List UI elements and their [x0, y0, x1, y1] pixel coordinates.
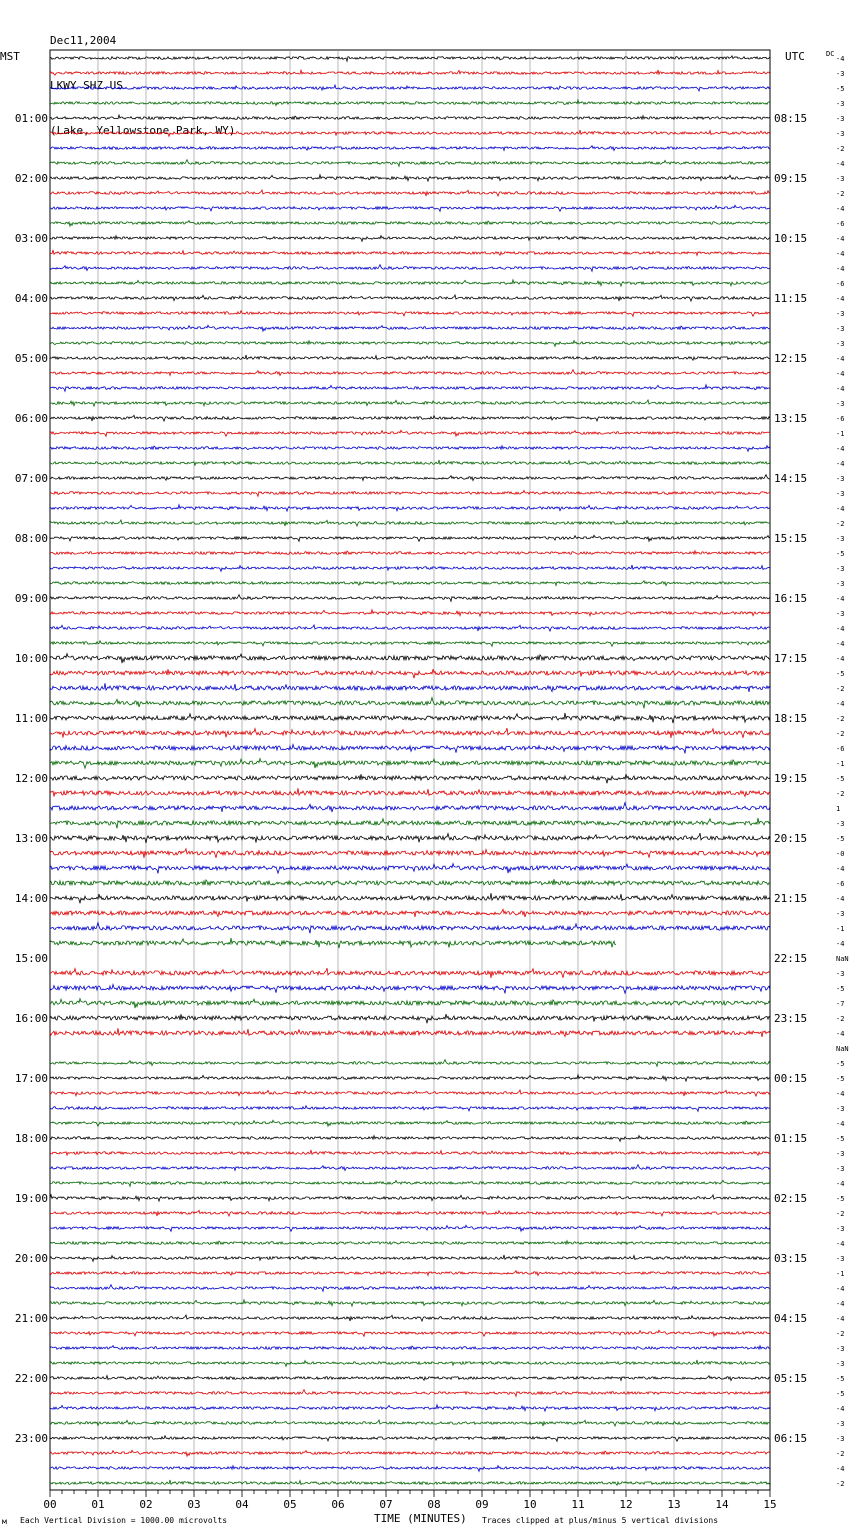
header-station: LKWY SHZ US	[50, 79, 123, 92]
right-top-label: DC	[826, 50, 835, 58]
trace-offset-label: -3	[836, 175, 845, 183]
scale-note: Each Vertical Division = 1000.00 microvolts	[20, 1516, 228, 1525]
trace-offset-label: -4	[836, 250, 845, 258]
trace-line	[50, 669, 770, 678]
trace-line	[50, 325, 770, 331]
trace-line	[50, 280, 770, 286]
right-hour-label: 03:15	[774, 1252, 808, 1265]
right-hour-label: 14:15	[774, 472, 808, 485]
trace-offset-label: -3	[836, 325, 845, 333]
trace-offset-label: -2	[836, 685, 845, 693]
left-hour-label: 21:00	[14, 1312, 48, 1325]
x-tick-label: 06	[331, 1498, 345, 1511]
trace-offset-label: -1	[836, 430, 845, 438]
trace-offset-label: -5	[836, 1075, 845, 1083]
right-hour-label: 05:15	[774, 1372, 808, 1385]
trace-line	[50, 85, 770, 91]
trace-offset-label: -4	[836, 940, 845, 948]
left-hour-label: 08:00	[14, 532, 48, 545]
trace-offset-label: -4	[836, 865, 845, 873]
right-hour-label: 17:15	[774, 652, 808, 665]
trace-offset-label: -5	[836, 1135, 845, 1143]
trace-offset-label: -3	[836, 130, 845, 138]
trace-offset-label: -4	[836, 205, 845, 213]
trace-line	[50, 803, 770, 812]
left-hour-label: 09:00	[14, 592, 48, 605]
trace-offset-label: -4	[836, 1405, 845, 1413]
trace-offset-label: -5	[836, 85, 845, 93]
trace-offset-label: -4	[836, 1300, 845, 1308]
left-hour-label: 14:00	[14, 892, 48, 905]
x-tick-label: 02	[139, 1498, 153, 1511]
right-hour-label: 01:15	[774, 1132, 808, 1145]
trace-offset-label: -4	[836, 1180, 845, 1188]
x-tick-label: 09	[475, 1498, 489, 1511]
trace-line	[50, 236, 770, 242]
trace-offset-label: -4	[836, 445, 845, 453]
x-axis-title: TIME (MINUTES)	[374, 1512, 467, 1525]
trace-line	[50, 985, 770, 994]
trace-offset-label: -5	[836, 1060, 845, 1068]
trace-line	[50, 1480, 770, 1485]
trace-offset-label: -4	[836, 595, 845, 603]
trace-line	[50, 1285, 770, 1292]
trace-offset-label: -7	[836, 1000, 845, 1008]
x-tick-label: 05	[283, 1498, 297, 1511]
trace-offset-label: -4	[836, 625, 845, 633]
header-location: (Lake, Yellowstone Park, WY)	[50, 124, 236, 137]
trace-line	[50, 341, 770, 347]
trace-line	[50, 818, 770, 828]
trace-line	[50, 265, 770, 272]
left-hour-label: 05:00	[14, 352, 48, 365]
trace-line	[50, 370, 770, 376]
trace-line	[50, 1180, 770, 1186]
trace-line	[50, 446, 770, 452]
right-hour-label: 22:15	[774, 952, 808, 965]
trace-offset-label: -3	[836, 70, 845, 78]
trace-line	[50, 1330, 770, 1336]
trace-offset-label: -4	[836, 265, 845, 273]
trace-offset-label: -4	[836, 1315, 845, 1323]
trace-offset-label: -2	[836, 715, 845, 723]
x-tick-label: 14	[715, 1498, 729, 1511]
trace-offset-label: -4	[836, 160, 845, 168]
trace-line	[50, 1120, 770, 1126]
trace-offset-label: -5	[836, 670, 845, 678]
trace-offset-label: -5	[836, 985, 845, 993]
trace-line	[50, 581, 770, 586]
trace-offset-label: -3	[836, 1360, 845, 1368]
trace-line	[50, 1255, 770, 1261]
clip-note: Traces clipped at plus/minus 5 vertical divisions	[482, 1516, 719, 1525]
trace-line	[50, 610, 770, 616]
right-hour-label: 00:15	[774, 1072, 808, 1085]
trace-line	[50, 654, 770, 664]
trace-line	[50, 999, 770, 1009]
trace-line	[50, 923, 770, 934]
trace-line	[50, 1376, 770, 1381]
trace-offset-label: -4	[836, 355, 845, 363]
trace-line	[50, 160, 770, 167]
trace-line	[50, 1150, 770, 1155]
trace-line	[50, 745, 770, 754]
trace-line	[50, 774, 770, 783]
header-date: Dec11,2004	[50, 34, 117, 47]
corner-mark: м	[2, 1517, 7, 1526]
trace-offset-label: -3	[836, 1255, 845, 1263]
right-hour-label: 02:15	[774, 1192, 808, 1205]
trace-offset-label: -4	[836, 295, 845, 303]
trace-line	[50, 864, 770, 874]
left-hour-label: 19:00	[14, 1192, 48, 1205]
x-tick-label: 13	[667, 1498, 681, 1511]
trace-line	[50, 355, 770, 360]
trace-line	[50, 551, 770, 555]
trace-line	[50, 788, 770, 796]
trace-offset-label: -4	[836, 1465, 845, 1473]
right-hour-label: 11:15	[774, 292, 808, 305]
left-hour-label: 06:00	[14, 412, 48, 425]
trace-offset-label: -3	[836, 820, 845, 828]
trace-offset-label: -2	[836, 145, 845, 153]
trace-line	[50, 595, 770, 602]
trace-line	[50, 1390, 770, 1397]
trace-offset-label: -6	[836, 220, 845, 228]
trace-line	[50, 938, 616, 948]
trace-offset-label: -4	[836, 700, 845, 708]
right-hour-label: 10:15	[774, 232, 808, 245]
trace-offset-label: -2	[836, 190, 845, 198]
trace-line	[50, 849, 770, 858]
trace-line	[50, 1420, 770, 1426]
trace-line	[50, 565, 770, 571]
trace-line	[50, 250, 770, 255]
trace-line	[50, 1315, 770, 1321]
trace-line	[50, 56, 770, 61]
trace-offset-label: -4	[836, 640, 845, 648]
trace-line	[50, 1165, 770, 1171]
trace-line	[50, 683, 770, 692]
trace-offset-label: -2	[836, 790, 845, 798]
left-hour-label: 11:00	[14, 712, 48, 725]
trace-line	[50, 295, 770, 301]
x-tick-label: 01	[91, 1498, 105, 1511]
trace-line	[50, 1405, 770, 1411]
trace-offset-label: -3	[836, 1225, 845, 1233]
trace-offset-label: -1	[836, 925, 845, 933]
trace-line	[50, 968, 770, 978]
trace-offset-label: -5	[836, 1375, 845, 1383]
trace-line	[50, 1014, 770, 1023]
trace-offset-label: -3	[836, 100, 845, 108]
trace-offset-label: -3	[836, 1105, 845, 1113]
left-hour-label: 15:00	[14, 952, 48, 965]
trace-offset-label: -3	[836, 1420, 845, 1428]
left-zone-label: MST	[0, 50, 20, 63]
x-tick-label: 15	[763, 1498, 777, 1511]
trace-offset-label: -4	[836, 235, 845, 243]
left-hour-label: 18:00	[14, 1132, 48, 1145]
left-hour-label: 20:00	[14, 1252, 48, 1265]
trace-line	[50, 1075, 770, 1081]
trace-offset-label: -3	[836, 535, 845, 543]
trace-offset-label: -2	[836, 520, 845, 528]
trace-offset-label: -6	[836, 280, 845, 288]
trace-offset-label: -2	[836, 1450, 845, 1458]
left-hour-label: 01:00	[14, 112, 48, 125]
trace-line	[50, 893, 770, 903]
trace-line	[50, 833, 770, 843]
trace-offset-label: -4	[836, 895, 845, 903]
trace-line	[50, 1106, 770, 1112]
right-hour-label: 08:15	[774, 112, 808, 125]
trace-offset-label: -6	[836, 880, 845, 888]
trace-offset-label: -5	[836, 550, 845, 558]
left-hour-label: 07:00	[14, 472, 48, 485]
trace-line	[50, 221, 770, 227]
trace-line	[50, 1136, 770, 1142]
trace-line	[50, 146, 770, 151]
x-tick-label: 12	[619, 1498, 633, 1511]
right-hour-label: 18:15	[774, 712, 808, 725]
trace-offset-label: -5	[836, 1390, 845, 1398]
trace-line	[50, 175, 770, 181]
trace-line	[50, 625, 770, 631]
trace-line	[50, 879, 770, 885]
trace-offset-label: -6	[836, 415, 845, 423]
trace-offset-label: -3	[836, 1435, 845, 1443]
x-tick-label: 07	[379, 1498, 393, 1511]
trace-line	[50, 115, 770, 120]
trace-offset-label: -4	[836, 1090, 845, 1098]
x-tick-label: 03	[187, 1498, 201, 1511]
trace-line	[50, 535, 770, 541]
trace-offset-label: -2	[836, 1480, 845, 1488]
trace-offset-label: -4	[836, 55, 845, 63]
trace-offset-label: -6	[836, 745, 845, 753]
trace-offset-label: -5	[836, 835, 845, 843]
trace-offset-label: -3	[836, 580, 845, 588]
trace-line	[50, 460, 770, 465]
right-zone-label: UTC	[785, 50, 805, 63]
trace-offset-label: -4	[836, 460, 845, 468]
trace-offset-label: -0	[836, 850, 845, 858]
trace-line	[50, 1241, 770, 1245]
left-hour-label: 23:00	[14, 1432, 48, 1445]
trace-line	[50, 100, 770, 106]
trace-offset-label: -4	[836, 1285, 845, 1293]
trace-line	[50, 1210, 770, 1216]
trace-offset-label: -4	[836, 370, 845, 378]
trace-line	[50, 385, 770, 392]
trace-offset-label: -3	[836, 400, 845, 408]
trace-line	[50, 1360, 770, 1366]
right-hour-label: 09:15	[774, 172, 808, 185]
left-hour-label: 10:00	[14, 652, 48, 665]
left-hour-label: 04:00	[14, 292, 48, 305]
trace-line	[50, 520, 770, 526]
trace-offset-label: -5	[836, 775, 845, 783]
trace-offset-label: -3	[836, 1345, 845, 1353]
trace-line	[50, 1466, 770, 1472]
trace-line	[50, 698, 770, 709]
trace-offset-label: -3	[836, 475, 845, 483]
trace-line	[50, 490, 770, 496]
trace-offset-label: 1	[836, 805, 841, 813]
right-hour-label: 20:15	[774, 832, 808, 845]
trace-offset-label: -2	[836, 1210, 845, 1218]
trace-offset-label: -3	[836, 910, 845, 918]
trace-offset-label: -5	[836, 1195, 845, 1203]
trace-line	[50, 1090, 770, 1096]
right-hour-label: 23:15	[774, 1012, 808, 1025]
trace-line	[50, 1225, 770, 1231]
trace-line	[50, 430, 770, 436]
trace-offset-label: -3	[836, 1165, 845, 1173]
right-hour-label: 13:15	[774, 412, 808, 425]
right-hour-label: 16:15	[774, 592, 808, 605]
trace-line	[50, 311, 770, 317]
trace-line	[50, 728, 770, 738]
trace-offset-label: -4	[836, 1240, 845, 1248]
trace-line	[50, 1060, 770, 1067]
trace-line	[50, 1271, 770, 1276]
left-hour-label: 13:00	[14, 832, 48, 845]
left-hour-label: 12:00	[14, 772, 48, 785]
trace-offset-label: -1	[836, 1270, 845, 1278]
x-tick-label: 04	[235, 1498, 249, 1511]
trace-offset-label: -3	[836, 970, 845, 978]
trace-offset-label: -4	[836, 385, 845, 393]
trace-line	[50, 713, 770, 723]
x-tick-label: 10	[523, 1498, 537, 1511]
trace-offset-label: -3	[836, 310, 845, 318]
right-hour-label: 12:15	[774, 352, 808, 365]
left-hour-label: 22:00	[14, 1372, 48, 1385]
trace-offset-label: -4	[836, 1030, 845, 1038]
left-hour-label: 17:00	[14, 1072, 48, 1085]
trace-line	[50, 205, 770, 211]
trace-offset-label: -3	[836, 115, 845, 123]
trace-line	[50, 1436, 770, 1442]
right-hour-label: 06:15	[774, 1432, 808, 1445]
trace-offset-label: -2	[836, 730, 845, 738]
trace-line	[50, 1300, 770, 1306]
left-hour-label: 16:00	[14, 1012, 48, 1025]
right-hour-label: 15:15	[774, 532, 808, 545]
x-tick-label: 11	[571, 1498, 585, 1511]
trace-line	[50, 1028, 770, 1037]
right-hour-label: 21:15	[774, 892, 808, 905]
trace-offset-label: -3	[836, 490, 845, 498]
trace-line	[50, 415, 770, 421]
trace-offset-label: NaN	[836, 955, 849, 963]
trace-offset-label: -1	[836, 760, 845, 768]
trace-line	[50, 909, 770, 917]
left-hour-label: 02:00	[14, 172, 48, 185]
trace-offset-label: NaN	[836, 1045, 849, 1053]
trace-offset-label: -4	[836, 1120, 845, 1128]
left-hour-label: 03:00	[14, 232, 48, 245]
trace-line	[50, 190, 770, 196]
trace-offset-label: -4	[836, 505, 845, 513]
trace-line	[50, 70, 770, 75]
trace-line	[50, 505, 770, 511]
trace-line	[50, 1195, 770, 1201]
trace-line	[50, 641, 770, 647]
trace-offset-label: -3	[836, 610, 845, 618]
trace-line	[50, 1450, 770, 1456]
trace-offset-label: -3	[836, 340, 845, 348]
trace-line	[50, 475, 770, 481]
trace-line	[50, 759, 770, 769]
right-hour-label: 04:15	[774, 1312, 808, 1325]
trace-offset-label: -3	[836, 565, 845, 573]
trace-line	[50, 400, 770, 406]
trace-offset-label: -4	[836, 655, 845, 663]
trace-line	[50, 130, 770, 136]
x-tick-label: 00	[43, 1498, 57, 1511]
x-tick-label: 08	[427, 1498, 441, 1511]
trace-offset-label: -3	[836, 1150, 845, 1158]
trace-offset-label: -2	[836, 1015, 845, 1023]
trace-line	[50, 1346, 770, 1350]
trace-offset-label: -2	[836, 1330, 845, 1338]
right-hour-label: 19:15	[774, 772, 808, 785]
